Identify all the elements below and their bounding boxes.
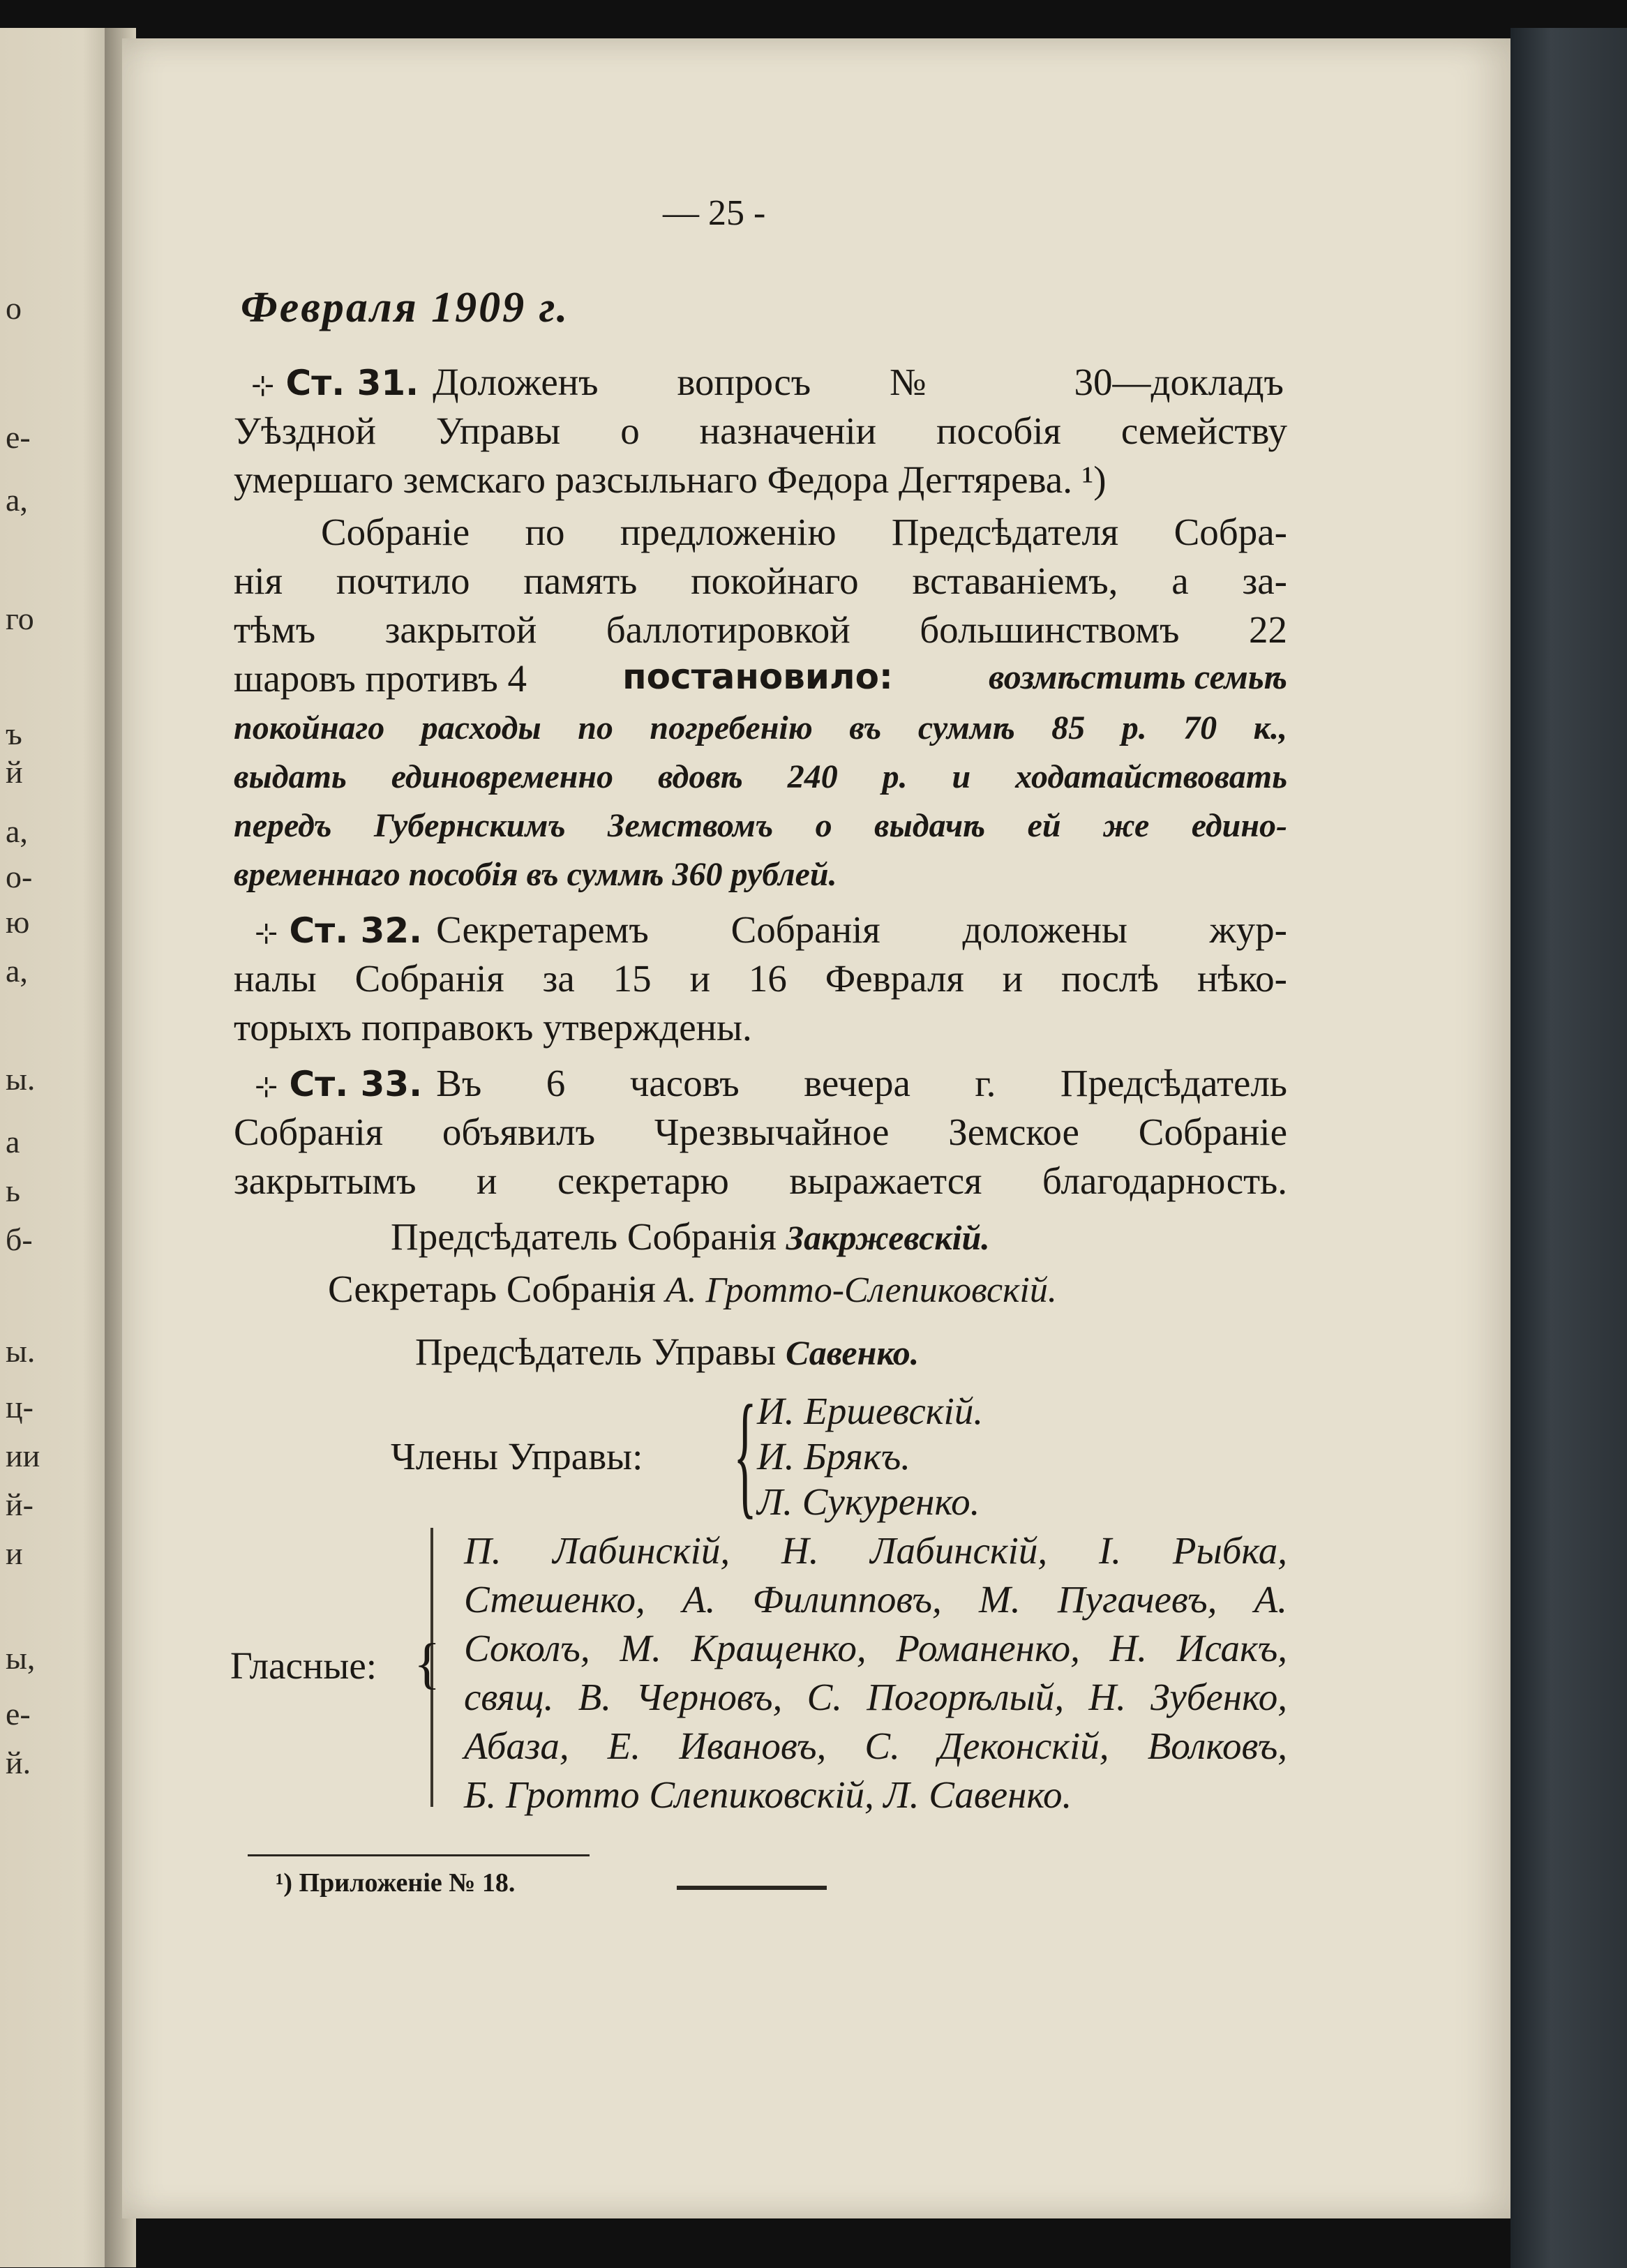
left-page-fragment: ы. [6,1061,36,1097]
st31-line-2: Уѣздной Управы о назначеніи пособія семейству [234,410,1287,452]
section-marker-icon: ⊹ [255,1071,278,1103]
deputies-line: Б. Гротто Слепиковскій, Л. Савенко. [464,1773,1072,1816]
previous-page-edge [0,28,119,2267]
left-brace-icon: { [414,1633,441,1695]
board-members-label: Члены Управы: [391,1435,643,1478]
resolution-line-4-plain: шаровъ противъ 4 [234,657,527,700]
resolution-line-2: нія почтило память покойнаго вставаніемъ, а за- [234,560,1287,602]
resolution-line-6: выдать единовременно вдовѣ 240 р. и ходатайствовать [234,758,1287,795]
chairman-signature [391,1217,990,1256]
deputies-label: Гласные: [230,1644,377,1687]
st33-label-group [255,1064,422,1102]
left-page-fragment: б- [6,1222,33,1257]
left-page-fragment: ии [6,1438,40,1473]
resolution-line-7: передъ Губернскимъ Земствомъ о выдачѣ ей же едино- [234,807,1287,844]
left-page-fragment: й [6,754,23,790]
left-page-fragment: а, [6,813,28,849]
left-page-fragment: го [6,601,34,636]
left-page-fragment: е- [6,1696,31,1732]
resolution-line-8: временнаго пособія въ суммѣ 360 рублей. [234,856,837,893]
left-page-fragment: а, [6,953,28,989]
resolution-decision-word: постановило: [622,656,893,697]
st33-text-1: Въ 6 часовъ вечера г. Предсѣдатель [436,1062,1287,1104]
board-chair-name: Савенко. [786,1333,920,1372]
st32-label: Ст. 32. [289,910,423,951]
deputies-line: Стешенко, А. Филипповъ, М. Пугачевъ, А. [464,1578,1287,1621]
left-page-fragment: ц- [6,1389,33,1425]
resolution-line-4 [234,656,1287,700]
st32-label-group [255,910,422,949]
board-chair-label: Предсѣдатель Управы [415,1330,777,1373]
deputies-line: Соколъ, М. Кращенко, Романенко, Н. Исакъ, [464,1627,1287,1669]
st31-line-1 [251,363,1284,401]
st33-line-2: Собранія объявилъ Чрезвычайное Земское Собраніе [234,1111,1287,1153]
secretary-name: А. Гротто-Слепиковскій. [665,1270,1057,1310]
left-page-fragment: ы, [6,1640,36,1676]
chairman-label: Предсѣдатель Собранія [391,1215,777,1258]
left-page-fragment: ь [6,1173,20,1208]
board-member: И. Брякъ. [757,1435,911,1478]
board-member: Л. Сукуренко. [757,1480,980,1523]
left-page-fragment: й- [6,1487,33,1522]
board-chair-signature [415,1332,919,1371]
page-heading: Февраля 1909 г. [241,284,570,331]
st33-label: Ст. 33. [289,1064,423,1104]
left-page-fragment: о [6,290,22,326]
st32-line-3: торыхъ поправокъ утверждены. [234,1006,752,1049]
left-page-fragment: а, [6,482,28,518]
left-page-fragment: й. [6,1745,31,1780]
st32-line-2: налы Собранія за 15 и 16 Февраля и послѣ нѣко- [234,957,1287,1000]
end-rule [677,1886,827,1890]
section-marker-icon: ⊹ [255,917,278,949]
left-brace-icon: { [733,1377,757,1531]
st31-text-1: Доложенъ вопросъ № 30—докладъ [433,361,1284,403]
st32-text-1: Секретаремъ Собранія доложены жур- [436,908,1287,951]
st31-line-3: умершаго земскаго разсыльнаго Федора Дегтярева. ¹) [234,458,1107,501]
st31-label: Ст. 31. [285,363,419,403]
st32-line-1 [255,910,1287,949]
left-page-fragment: и [6,1535,23,1571]
st33-line-3: закрытымъ и секретарю выражается благодарность. [234,1159,1287,1202]
resolution-line-5: покойнаго расходы по погребенію въ суммѣ 85 р. 70 к., [234,709,1287,746]
board-member: И. Ершевскій. [757,1390,984,1432]
st31-label-group [251,363,419,401]
chairman-name: Закржевскій. [786,1218,990,1257]
left-page-fragment: а [6,1124,20,1159]
left-page-fragment: ы. [6,1333,36,1369]
resolution-line-1: Собраніе по предложенію Предсѣдателя Собра- [321,511,1287,553]
deputies-line: свящ. В. Черновъ, С. Погорѣлый, Н. Зубенко, [464,1676,1287,1718]
left-page-fragment: е- [6,419,31,455]
resolution-line-3: тѣмъ закрытой баллотировкой большинствомъ 22 [234,608,1287,651]
st33-line-1 [255,1064,1287,1102]
book-cover-edge [1510,28,1627,2268]
resolution-line-4-italic: возмѣстить семьѣ [989,657,1287,696]
deputies-line: Абаза, Е. Ивановъ, С. Деконскій, Волковъ, [464,1725,1287,1767]
footnote-rule [248,1854,590,1856]
left-page-fragment: о- [6,859,33,894]
section-marker-icon: ⊹ [251,370,275,402]
secretary-signature [328,1270,1057,1309]
deputies-line: П. Лабинскій, Н. Лабинскій, І. Рыбка, [464,1529,1287,1572]
left-page-fragment: ю [6,904,30,940]
page-number: — 25 - [663,193,766,233]
footnote: ¹) Приложеніе № 18. [276,1868,516,1898]
secretary-label: Секретарь Собранія [328,1268,656,1310]
left-page-fragment: ъ [6,716,22,751]
